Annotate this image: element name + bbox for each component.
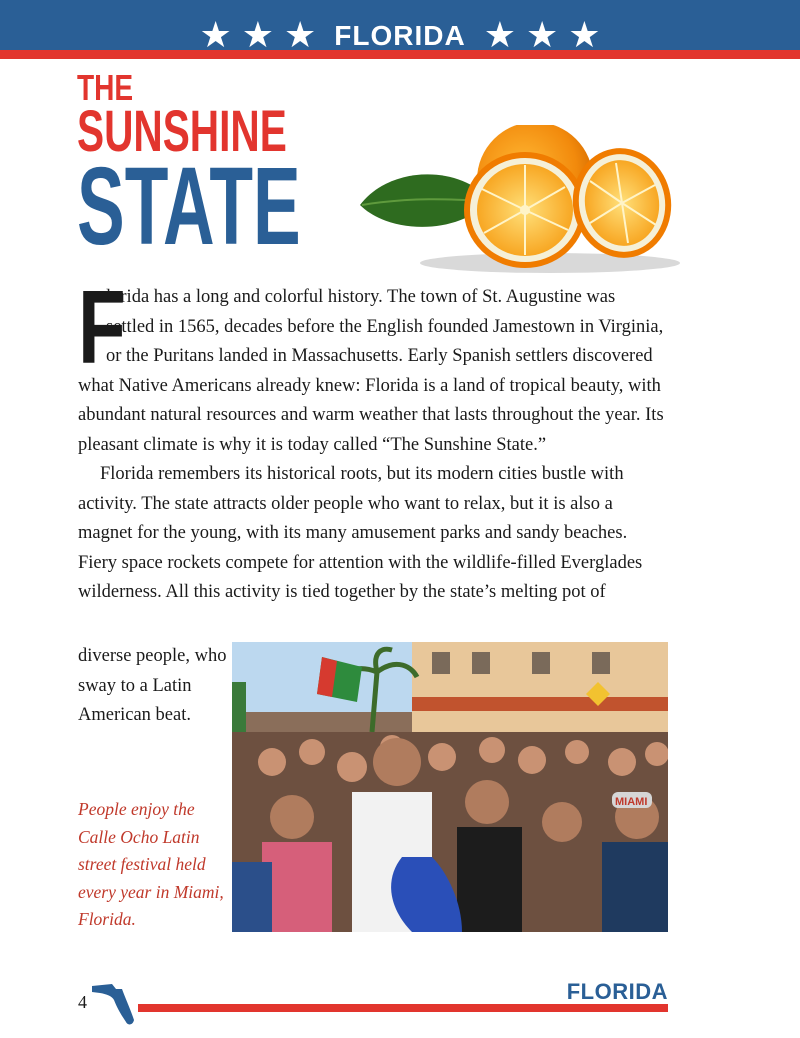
photo-sign-text: MIAMI [615, 796, 648, 808]
footer-red-line [138, 1004, 668, 1012]
article-body [78, 270, 668, 608]
paragraph-2-continued: diverse people, who sway to a Latin American beat. [78, 646, 227, 725]
title-line-sunshine: SUNSHINE [77, 99, 287, 164]
star-icon: ★ [526, 15, 559, 56]
paragraph-1 [78, 270, 668, 460]
header-banner [0, 16, 800, 56]
drop-cap: F [78, 270, 126, 386]
paragraph-2: Florida remembers its historical roots, but its modern cities bustle with activity. The state attracts older people who want to relax, but it is also a magnet for the young, with its many amusement parks and sandy beaches. Fiery space rockets compete for attention with the wildlife-filled Everglades wilderness. All this activity is tied together by the state’s melting pot of [78, 464, 643, 602]
star-icon: ★ [568, 15, 601, 56]
orange-illustration [350, 125, 690, 275]
footer-label: FLORIDA [566, 979, 668, 1004]
header-title: FLORIDA [334, 20, 466, 51]
star-icon: ★ [483, 15, 516, 56]
star-icon: ★ [199, 15, 232, 56]
title-line-state: STATE [77, 145, 301, 268]
star-icon: ★ [284, 15, 317, 56]
festival-photo [232, 642, 668, 932]
florida-map-icon [92, 980, 136, 1026]
paragraph-1-text: lorida has a long and colorful history. The town of St. Augustine was settled in 1565, decades before the English founded Jamestown in Virginia, or the Puritans landed in Massachusetts. Early Spanish settlers discovered what Native Americans already knew: Florida is a land of tropical beauty, with abundant natural resources and warm weather that lasts throughout the year. Its pleasant climate is why it is today called “The Sunshine State.” [78, 287, 664, 455]
star-icon: ★ [241, 15, 274, 56]
title-line-the: THE [77, 67, 134, 108]
photo-caption: People enjoy the Calle Ocho Latin street festival held every year in Miami, Florida. [78, 799, 224, 929]
page-number: 4 [78, 992, 87, 1012]
